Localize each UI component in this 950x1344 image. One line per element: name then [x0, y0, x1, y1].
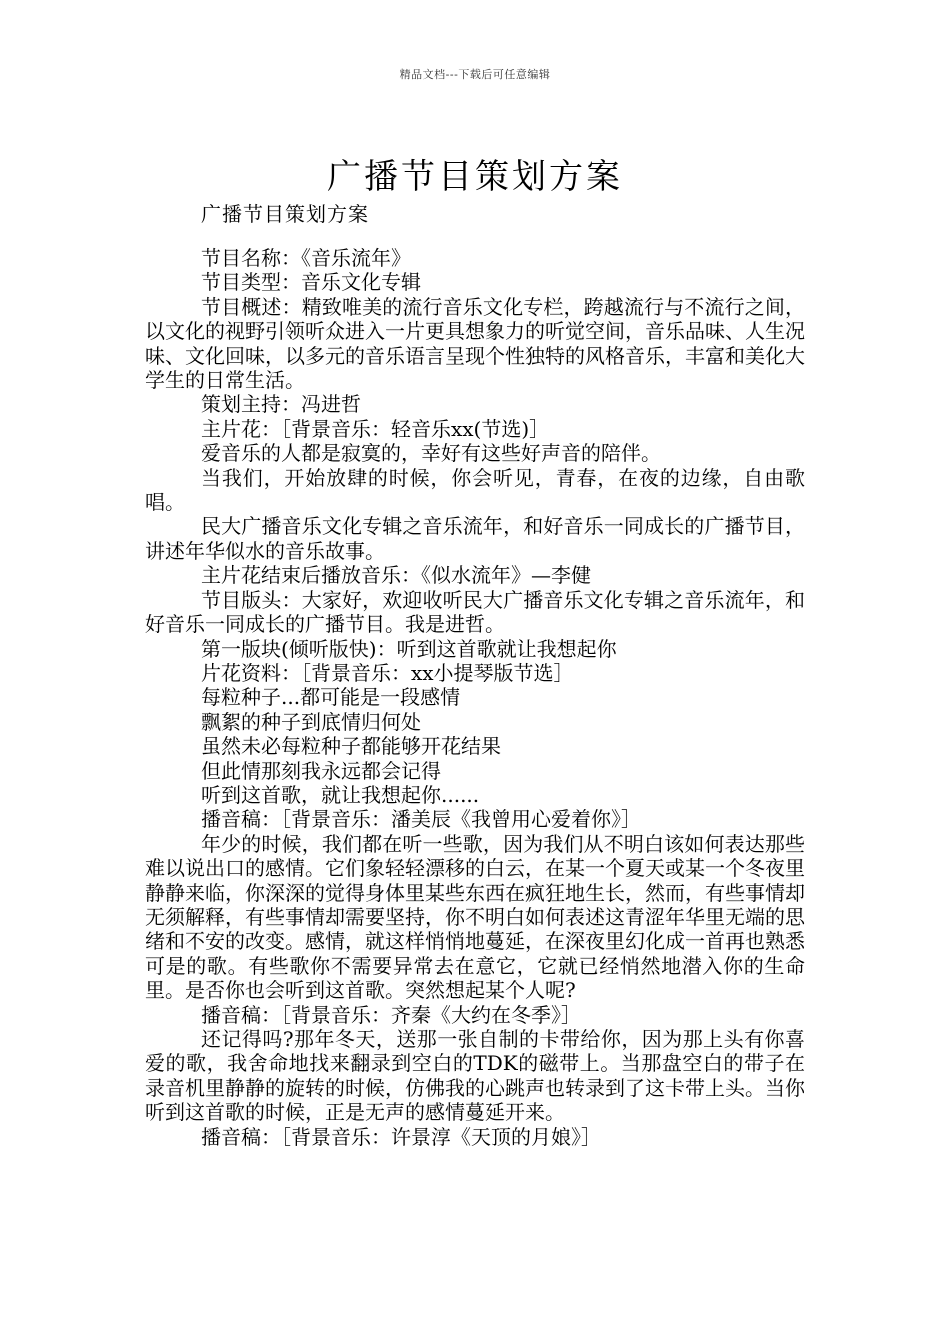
paragraph-verse-line: 虽然未必每粒种子都能够开花结果 — [201, 734, 501, 759]
paragraph-main-jingle: 主片花：［背景音乐：轻音乐xx(节选)］ — [201, 416, 550, 441]
paragraph-script-body: 还记得吗?那年冬天，送那一张自制的卡带给你，因为那上头有你喜爱的歌，我舍命地找来翻录到空白的TDK的磁带上。当那盘空白的带子在录音机里静静的旋转的时候，仿佛我的心跳声也转录到了这卡带上头。当你听到这首歌的时候，正是无声的感情蔓延开来。 — [145, 1027, 805, 1125]
paragraph-text: 爱音乐的人都是寂寞的，幸好有这些好声音的陪伴。 — [201, 441, 661, 466]
paragraph-verse-line: 听到这首歌，就让我想起你...... — [201, 782, 480, 807]
paragraph-host: 策划主持：冯进哲 — [201, 392, 361, 417]
paragraph-program-name: 节目名称：《音乐流年》 — [201, 246, 411, 270]
document-body — [145, 246, 805, 1149]
paragraph-music-after-jingle: 主片花结束后播放音乐：《似水流年》—李健 — [201, 563, 591, 588]
paragraph-verse-line: 每粒种子...都可能是一段感情 — [201, 685, 461, 710]
paragraph-jingle-material: 片花资料：［背景音乐：xx小提琴版节选］ — [201, 660, 574, 685]
paragraph-verse-line: 但此情那刻我永远都会记得 — [201, 758, 441, 783]
paragraph-script-body: 年少的时候，我们都在听一些歌，因为我们从不明白该如何表达那些难以说出口的感情。它们象轻轻漂移的白云，在某一个夏天或某一个冬夜里静静来临，你深深的觉得身体里某些东西在疯狂地生长，然而，有些事情却无须解释，有些事情却需要坚持，你不明白如何表述这青涩年华里无端的思绪和不安的改变。感情，就这样悄悄地蔓延，在深夜里幻化成一首再也熟悉可是的歌。有些歌你不需要异常去在意它，它就已经悄然地潜入你的生命里。是否你也会听到这首歌。突然想起某个人呢? — [145, 831, 805, 1003]
paragraph-script-heading: 播音稿：［背景音乐：许景淳《天顶的月娘》］ — [201, 1124, 601, 1149]
paragraph-script-heading: 播音稿：［背景音乐：潘美辰《我曾用心爱着你》］ — [201, 807, 641, 832]
paragraph-script-heading: 播音稿：［背景音乐：齐秦《大约在冬季》］ — [201, 1002, 581, 1027]
page-header: 精品文档---下载后可任意编辑 — [399, 68, 551, 81]
document-title: 广播节目策划方案 — [327, 156, 623, 197]
paragraph-program-opening: 节目版头：大家好，欢迎收听民大广播音乐文化专辑之音乐流年，和好音乐一同成长的广播节目。我是进哲。 — [145, 587, 805, 637]
document-subtitle: 广播节目策划方案 — [201, 202, 369, 226]
paragraph-program-type: 节目类型：音乐文化专辑 — [201, 270, 421, 295]
paragraph-verse-line: 飘絮的种子到底情归何处 — [201, 709, 421, 734]
paragraph-text: 民大广播音乐文化专辑之音乐流年，和好音乐一同成长的广播节目，讲述年华似水的音乐故事。 — [145, 514, 805, 563]
paragraph-program-overview: 节目概述：精致唯美的流行音乐文化专栏，跨越流行与不流行之间，以文化的视野引领听众进入一片更具想象力的听觉空间，音乐品味、人生况味、文化回味，以多元的音乐语言呈现个性独特的风格音乐，丰富和美化大学生的日常生活。 — [145, 294, 805, 393]
paragraph-text: 当我们，开始放肆的时候，你会听见，青春，在夜的边缘，自由歌唱。 — [145, 465, 805, 515]
paragraph-section-one: 第一版块(倾听版快)：听到这首歌就让我想起你 — [201, 636, 617, 661]
